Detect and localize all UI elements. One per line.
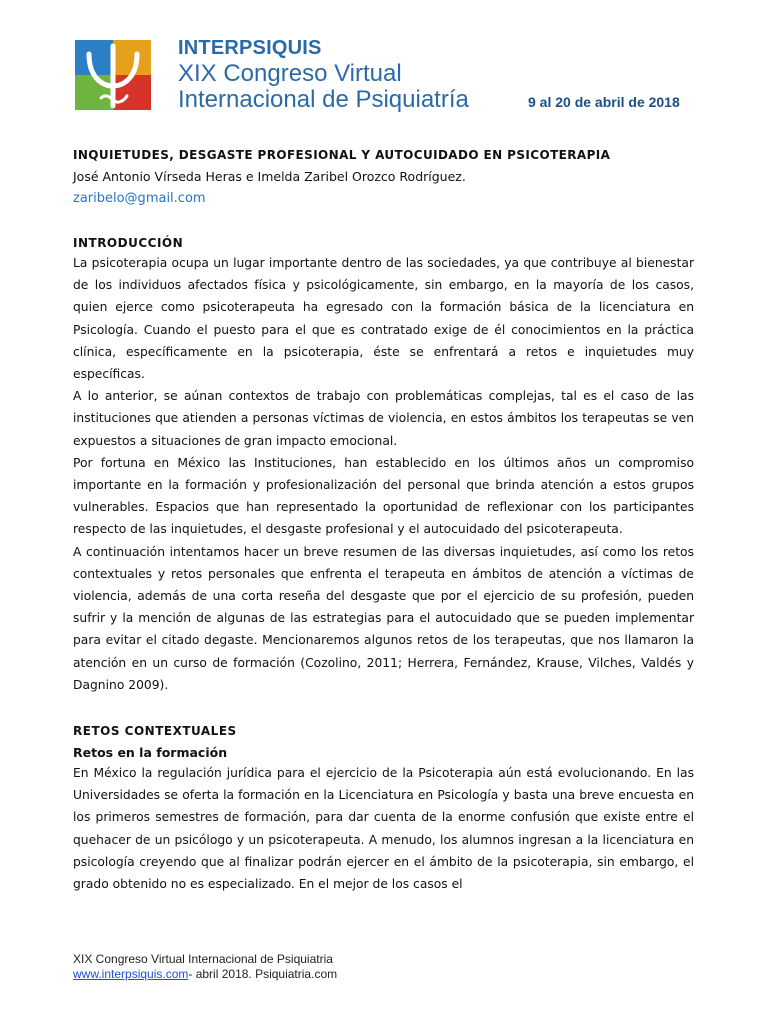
page-footer [73, 952, 337, 982]
intro-paragraph-4: A continuación intentamos hacer un breve resumen de las diversas inquietudes, así como los retos contextuales y retos personales que enfrenta el terapeuta en ámbitos de atención a víctimas de violencia, además de una corta reseña del desgaste que por el ejercicio de su profesión, pueden sufrir y la mención de algunas de las estrategias para el autocuidado que se pueden implementar para evitar el citado degaste. Mencionaremos algunos retos de los terapeutas, que nos llamaron la atención en un curso de formación (Cozolino, 2011; Herrera, Fernández, Krause, Vilches, Valdés y Dagnino 2009). [73, 544, 694, 692]
section-heading-introduccion: INTRODUCCIÓN [73, 236, 184, 250]
footer-date-text: - abril 2018. Psiquiatria.com [188, 967, 338, 981]
article-body [73, 146, 694, 895]
intro-paragraph-3: Por fortuna en México las Instituciones, han establecido en los últimos años un compromiso importante en la formación y profesionalización del personal que brinda atención a estos grupos vulnerables. Espacios que han representado la oportunidad de reflexionar con los participantes respecto de las inquietudes, el desgaste profesional y el autocuidado del psicoterapeuta. [73, 455, 694, 537]
article-title: INQUIETUDES, DESGASTE PROFESIONAL Y AUTOCUIDADO EN PSICOTERAPIA [73, 148, 611, 162]
article-authors: José Antonio Vírseda Heras e Imelda Zaribel Orozco Rodríguez. [73, 169, 466, 184]
section-heading-retos-contextuales: RETOS CONTEXTUALES [73, 724, 237, 739]
psi-symbol-icon [75, 40, 151, 110]
page-header [0, 0, 768, 130]
congress-name-line2: Internacional de Psiquiatría [178, 86, 469, 113]
retos-paragraph-1: En México la regulación jurídica para el ejercicio de la Psicoterapia aún está evolucionando. En las Universidades se oferta la formación en la Licenciatura en Psicología y basta una breve encuesta en los primeros semestres de formación, para dar cuenta de la enorme confusión que existe entre el quehacer de un psicólogo y un psicoterapeuta. A menudo, los alumnos ingresan a la licenciatura en psicología creyendo que al finalizar podrán ejercer en el ámbito de la psicoterapia, sin embargo, el grado obtenido no es especializado. En el mejor de los casos el [73, 766, 694, 892]
congress-dates: 9 al 20 de abril de 2018 [528, 94, 680, 110]
congress-name-line1: XIX Congreso Virtual [178, 60, 402, 87]
brand-name: INTERPSIQUIS [178, 37, 322, 59]
intro-paragraph-2: A lo anterior, se aúnan contextos de trabajo con problemáticas complejas, tal es el caso de las instituciones que atienden a personas víctimas de violencia, en estos ámbitos los terapeutas se ven expuestos a situaciones de gran impacto emocional. [73, 389, 694, 448]
intro-paragraph-1: La psicoterapia ocupa un lugar importante dentro de las sociedades, ya que contribuye al bienestar de los individuos afectados física y psicológicamente, sin embargo, en la mayoría de los casos, quien ejerce como psicoterapeuta ha egresado con la formación básica de la licenciatura en Psicología. Cuando el puesto para el que es contratado exige de él conocimientos en la práctica clínica, específicamente en la psicoterapia, éste se enfrentará a retos e inquietudes muy específicas. [73, 256, 694, 382]
footer-congress-name: XIX Congreso Virtual Internacional de Psiquiatria [73, 952, 333, 966]
congress-logo [75, 40, 151, 110]
author-email-link[interactable]: zaribelo@gmail.com [73, 191, 206, 206]
subsection-heading-retos-formacion: Retos en la formación [73, 745, 228, 761]
footer-line2 [73, 967, 337, 982]
footer-website-link[interactable]: www.interpsiquis.com [73, 967, 189, 981]
